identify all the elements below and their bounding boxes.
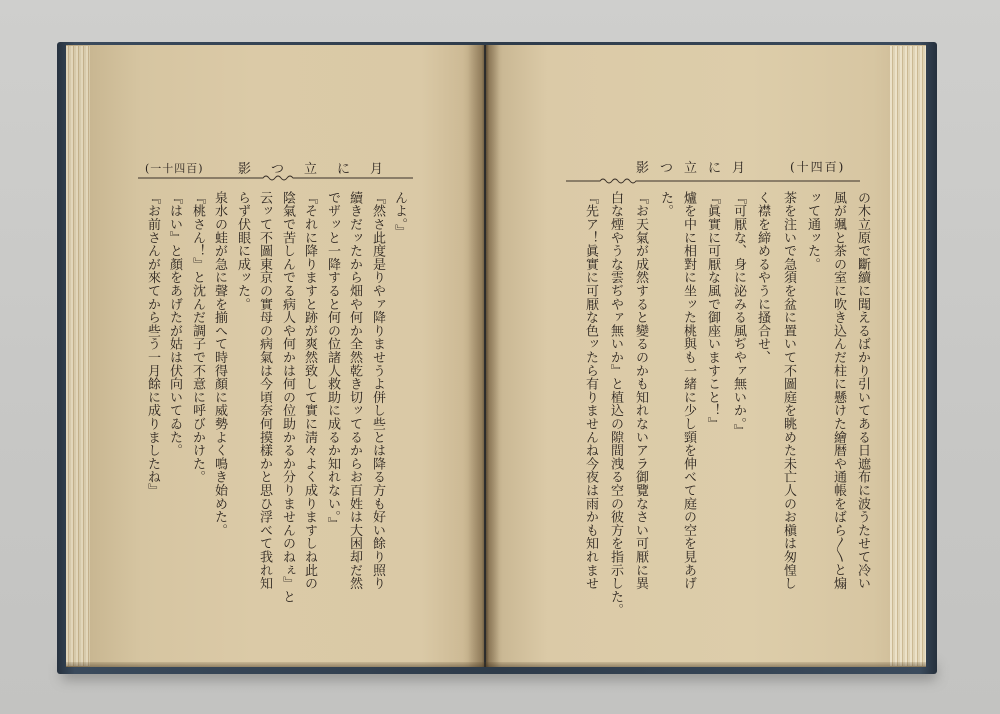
left-page-number: (一十四百) [145,162,204,175]
text-column: 『然さ此度是りやァ降りませうよ併し些とは降る方も好い餘り照り [370,191,385,590]
text-column: 陰氣で苦しんでる病人や何かは何の位助かるか分りませんのねぇ』と [280,191,295,604]
right-running-title: 影つ立に月 [636,161,757,176]
right-header-rule [566,176,860,186]
text-column: 風が颯と茶の室に吹き込んだ柱に懸けた繪暦や通帳をばら〳〵と煽 [831,191,846,590]
text-column: 云ッて不圖東京の實母の病氣は今頃奈何摸樣かと思ひ浮べて我れ知 [257,191,272,590]
text-column: 『それに降りますと跡が爽然致して實に淸々よく成りますしね此の [302,191,317,590]
text-column: 泉水の蛙が急に聲を揃へて時得顏に威勢よく鳴き始めた。 [212,191,227,537]
text-column: 『お天氣が成然すると變るのかも知れないアラ御覽なさい可厭に異 [633,191,648,590]
text-column: 白な煙やうな雲ぢやァ無いか』と植込の隙間洩る空の彼方を指示した。 [608,191,623,617]
text-column: 『先ア！眞實に可厭な色ッたら有りませんね今夜は雨かも知れませ [583,191,598,590]
text-column: 茶を注いで急須を盆に置いて不圖庭を眺めた未亡人のお槇は匆惶し [781,191,796,590]
text-column: の木立原で斷續に聞えるばかり引いてある日遮布に波うたせて冷い [855,191,870,590]
text-column: 爐を中に相對に坐ッた桃與も一緒に少し頸を伸べて庭の空を見あげ [681,191,696,590]
text-column: 『はい』と顏をあげたが姑は伏向いてゐた。 [167,191,182,457]
text-column: 『可厭な、身に泌みる風ぢやァ無いか。』 [731,191,746,438]
text-column: でザッと一降すると何の位諸人救助に成るか知れない。』 [325,191,340,531]
left-header-rule [138,173,413,183]
text-column: んよ。』 [392,191,407,238]
page-bottom-edge [66,662,926,667]
text-column: 『眞實に可厭な風で御座いますこと！』 [705,191,720,431]
text-column: 續きだッたから畑や何か全然乾き切ッてるからお百姓は大困却だ然 [347,191,362,590]
text-column: ッて通ッた。 [805,191,820,271]
text-column: く襟を締めるやうに搔合せ、 [755,191,770,364]
right-page-edges [890,46,926,666]
book-gutter [468,45,502,667]
text-column: 『桃さん！』と沈んだ調子で不意に呼びかけた。 [190,191,205,484]
text-column: らず伏眼に成ッた。 [235,191,250,311]
left-page-edges [66,46,90,666]
left-page [66,45,484,667]
text-column: た。 [658,191,673,218]
text-column: 『お前さんが來てから些う一月餘に成りましたね』 [145,191,160,497]
right-page-number: (十四百) [790,160,846,174]
left-running-title: 影つ立に月 [238,162,404,177]
